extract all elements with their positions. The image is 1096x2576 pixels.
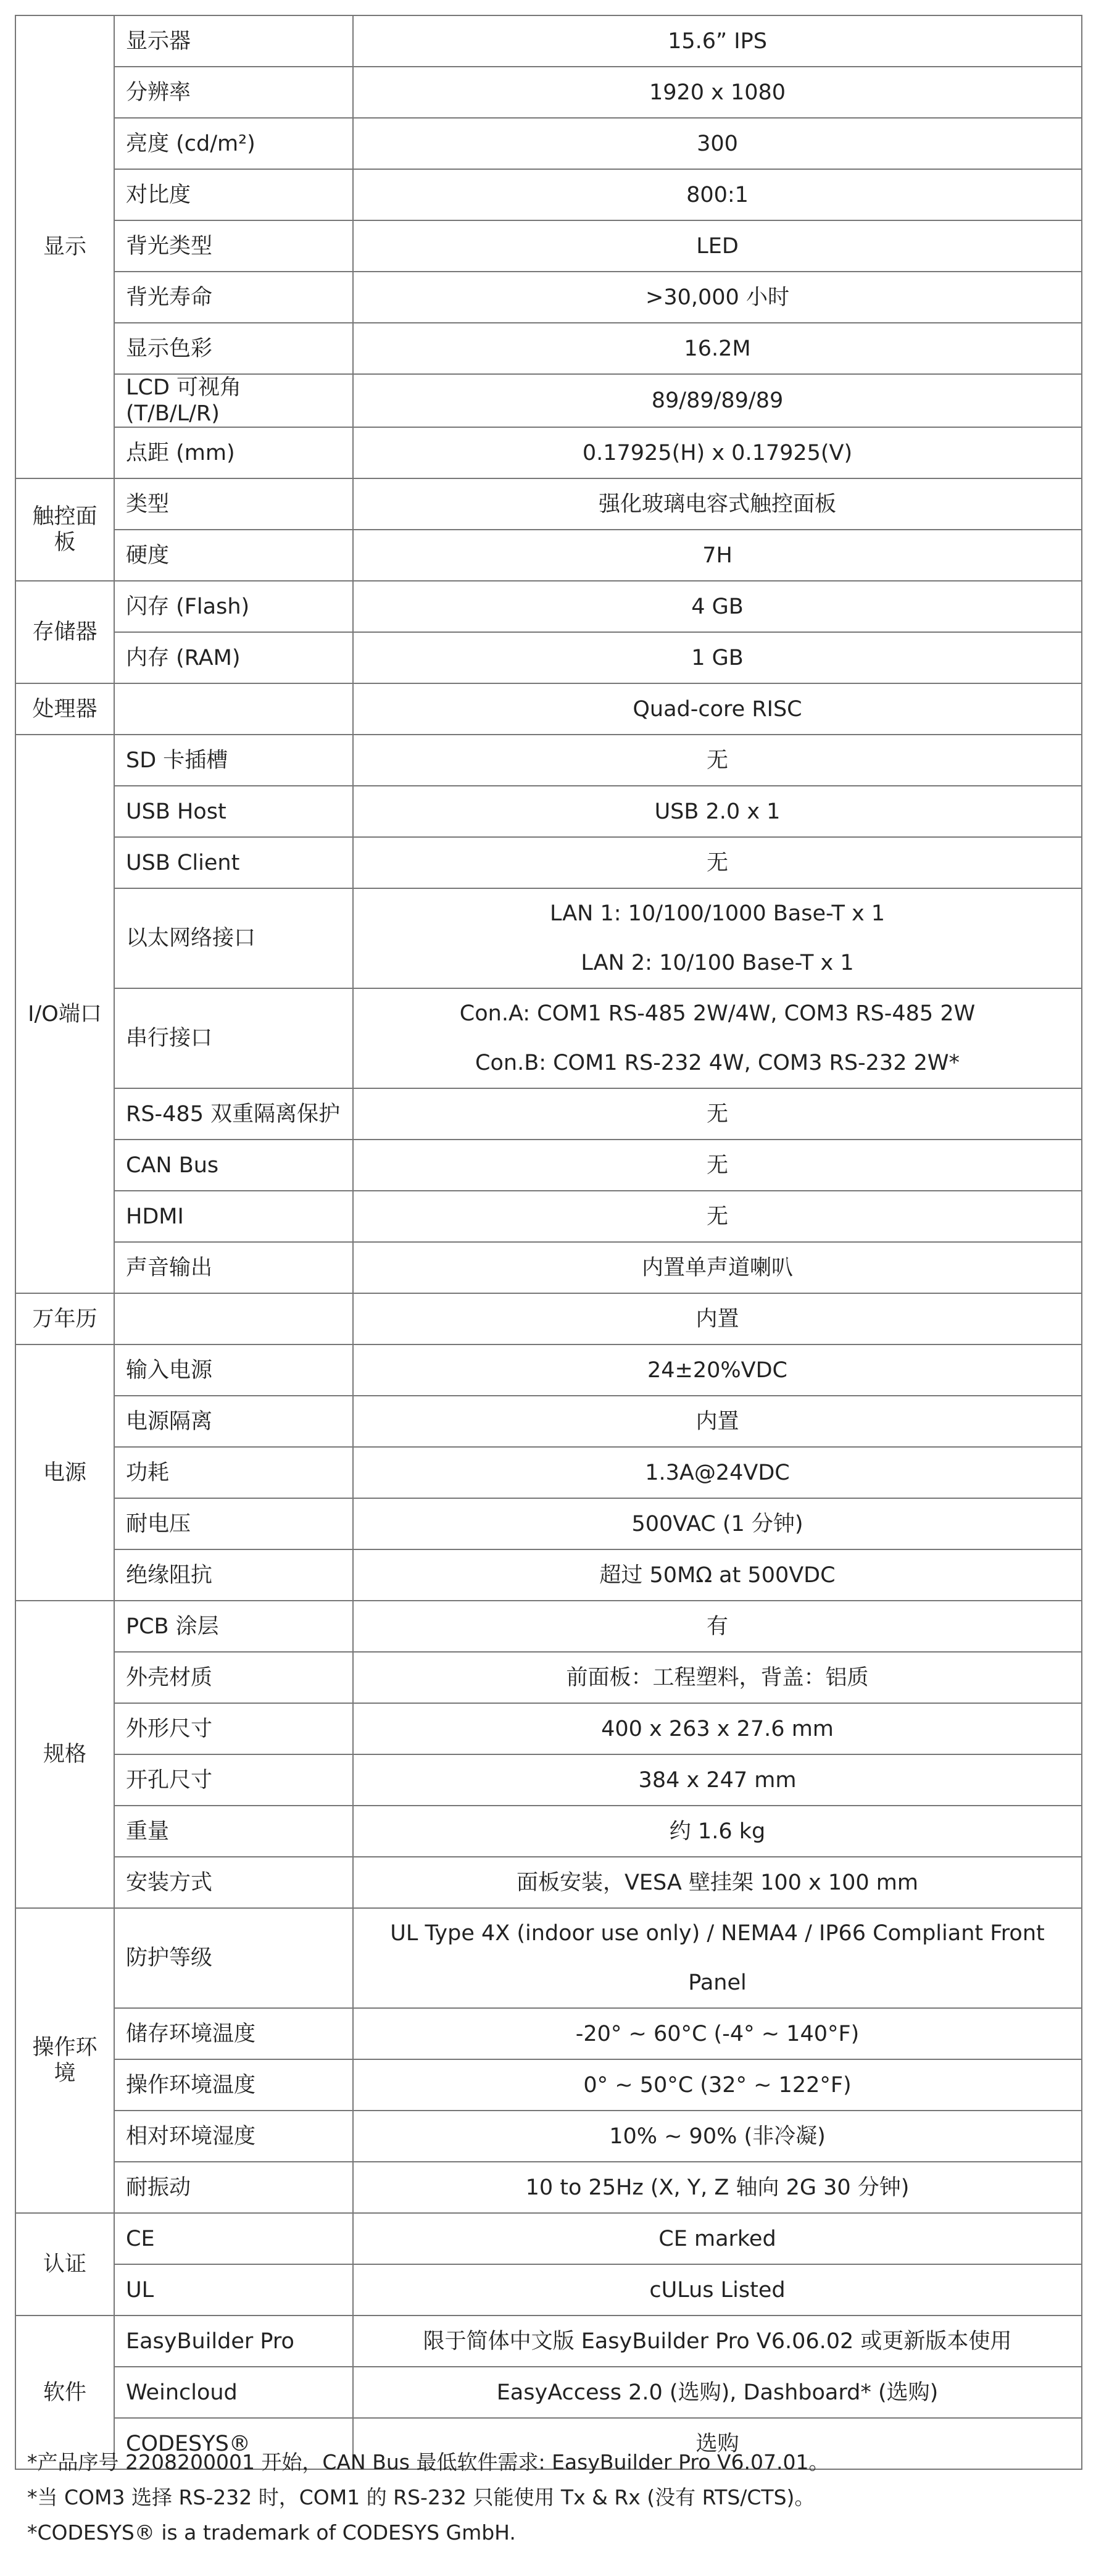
spec-value [353, 2315, 1082, 2367]
table-row [15, 272, 1082, 323]
spec-label [114, 683, 353, 735]
spec-value [353, 2367, 1082, 2418]
table-row [15, 1293, 1082, 1344]
table-row [15, 15, 1082, 67]
table-row [15, 169, 1082, 220]
category-cell: 万年历 [15, 1293, 114, 1344]
category-cell: 显示 [15, 15, 114, 478]
spec-value-line: 限于简体中文版 EasyBuilder Pro V6.06.02 或更新版本使用 [423, 2328, 1012, 2354]
table-row [15, 1857, 1082, 1908]
spec-value [353, 1191, 1082, 1242]
spec-value-line: 选购 [695, 2431, 739, 2456]
spec-value [353, 1549, 1082, 1601]
spec-label: CAN Bus [114, 1140, 353, 1191]
spec-label: 背光类型 [114, 220, 353, 272]
spec-label: PCB 涂层 [114, 1601, 353, 1652]
table-row [15, 1447, 1082, 1498]
spec-value [353, 1447, 1082, 1498]
spec-value [353, 67, 1082, 118]
spec-value [353, 1396, 1082, 1447]
table-row [15, 837, 1082, 888]
spec-value [353, 1140, 1082, 1191]
spec-value [353, 1293, 1082, 1344]
spec-value [353, 581, 1082, 632]
spec-label: 硬度 [114, 530, 353, 581]
spec-value-line: LAN 1: 10/100/1000 Base-T x 1 [549, 901, 886, 926]
spec-value-line: 15.6” IPS [668, 28, 767, 54]
table-row [15, 581, 1082, 632]
spec-label: LCD 可视角 (T/B/L/R) [114, 374, 353, 427]
spec-label: RS-485 双重隔离保护 [114, 1088, 353, 1140]
spec-value-line: 0° ~ 50°C (32° ~ 122°F) [583, 2072, 852, 2098]
spec-table-body [15, 15, 1082, 2469]
spec-value [353, 1908, 1082, 2008]
table-row [15, 1344, 1082, 1396]
spec-value-line: 无 [706, 1153, 728, 1178]
table-row [15, 323, 1082, 374]
spec-label: 分辨率 [114, 67, 353, 118]
spec-value [353, 1754, 1082, 1806]
spec-value-line: EasyAccess 2.0 (选购), Dashboard* (选购) [496, 2380, 939, 2405]
spec-value-line: >30,000 小时 [646, 285, 789, 310]
table-row [15, 1703, 1082, 1754]
spec-value [353, 1601, 1082, 1652]
spec-value [353, 1498, 1082, 1549]
spec-label: 相对环境湿度 [114, 2111, 353, 2162]
spec-value-line: 约 1.6 kg [669, 1819, 766, 1844]
spec-label: 防护等级 [114, 1908, 353, 2008]
spec-label: 耐电压 [114, 1498, 353, 1549]
spec-value-line: 400 x 263 x 27.6 mm [601, 1716, 834, 1741]
spec-label: EasyBuilder Pro [114, 2315, 353, 2367]
spec-value [353, 1242, 1082, 1293]
spec-label: 类型 [114, 478, 353, 530]
category-cell: 认证 [15, 2213, 114, 2315]
table-row [15, 683, 1082, 735]
table-row [15, 2315, 1082, 2367]
spec-value [353, 988, 1082, 1088]
spec-label: CODESYS® [114, 2418, 353, 2469]
spec-label: 外形尺寸 [114, 1703, 353, 1754]
table-row [15, 1806, 1082, 1857]
spec-value [353, 220, 1082, 272]
spec-value [353, 118, 1082, 169]
table-row [15, 2008, 1082, 2059]
spec-value [353, 2162, 1082, 2213]
table-row [15, 1498, 1082, 1549]
category-cell: 电源 [15, 1344, 114, 1601]
spec-label: 闪存 (Flash) [114, 581, 353, 632]
spec-value-line: 内置单声道喇叭 [641, 1255, 793, 1280]
category-cell: 存储器 [15, 581, 114, 683]
spec-value [353, 735, 1082, 786]
spec-label: UL [114, 2264, 353, 2315]
table-row [15, 1908, 1082, 2008]
spec-value-line: 无 [706, 748, 728, 773]
spec-value-line: 面板安装，VESA 壁挂架 100 x 100 mm [516, 1870, 918, 1895]
table-row [15, 1140, 1082, 1191]
table-row [15, 1754, 1082, 1806]
spec-value [353, 2213, 1082, 2264]
spec-value [353, 374, 1082, 427]
spec-label: 外壳材质 [114, 1652, 353, 1703]
spec-label: 耐振动 [114, 2162, 353, 2213]
spec-value-line: Con.A: COM1 RS-485 2W/4W, COM3 RS-485 2W [459, 1001, 976, 1026]
table-row [15, 2111, 1082, 2162]
spec-label: 功耗 [114, 1447, 353, 1498]
spec-value [353, 786, 1082, 837]
spec-label: Weincloud [114, 2367, 353, 2418]
spec-value-line: 384 x 247 mm [638, 1767, 797, 1793]
spec-label: 背光寿命 [114, 272, 353, 323]
spec-value-line: Con.B: COM1 RS-232 4W, COM3 RS-232 2W* [475, 1051, 960, 1075]
spec-value-line: 4 GB [691, 594, 744, 619]
spec-value-line: 89/89/89/89 [651, 388, 784, 413]
table-row [15, 1242, 1082, 1293]
spec-value [353, 15, 1082, 67]
table-row [15, 2059, 1082, 2111]
table-row [15, 427, 1082, 478]
spec-label: 显示色彩 [114, 323, 353, 374]
table-row [15, 1549, 1082, 1601]
spec-value-line: LAN 2: 10/100 Base-T x 1 [581, 951, 854, 975]
spec-value [353, 1703, 1082, 1754]
spec-value [353, 1857, 1082, 1908]
spec-value-line: 超过 50MΩ at 500VDC [599, 1562, 836, 1588]
spec-value [353, 323, 1082, 374]
spec-label: 显示器 [114, 15, 353, 67]
spec-value-line: 有 [706, 1614, 728, 1639]
spec-value-line: 0.17925(H) x 0.17925(V) [582, 440, 853, 465]
spec-value [353, 427, 1082, 478]
spec-value-line: 无 [706, 850, 728, 875]
spec-value [353, 888, 1082, 988]
spec-value-line: 800:1 [686, 182, 749, 207]
spec-value [353, 169, 1082, 220]
spec-value-line: 内置 [695, 1306, 739, 1332]
spec-value [353, 2059, 1082, 2111]
spec-label: 绝缘阻抗 [114, 1549, 353, 1601]
category-cell: 触控面板 [15, 478, 114, 581]
spec-label: 操作环境温度 [114, 2059, 353, 2111]
spec-value-line: 强化玻璃电容式触控面板 [598, 491, 836, 517]
footnote: *产品序号 2208200001 开始，CAN Bus 最低软件需求: EasyBuilder Pro V6.07.01。 [27, 2450, 829, 2474]
spec-value-line: 300 [697, 131, 738, 156]
spec-value-line: 前面板：工程塑料，背盖：铝质 [566, 1665, 869, 1690]
spec-value-line: 24±20%VDC [647, 1357, 787, 1383]
category-cell: 软件 [15, 2315, 114, 2469]
spec-label: 安装方式 [114, 1857, 353, 1908]
spec-value-line: 内置 [695, 1409, 739, 1434]
spec-value [353, 272, 1082, 323]
table-row [15, 1652, 1082, 1703]
spec-label: 点距 (mm) [114, 427, 353, 478]
spec-label: HDMI [114, 1191, 353, 1242]
spec-value-line: 500VAC (1 分钟) [631, 1511, 803, 1536]
spec-value-line: USB 2.0 x 1 [654, 799, 781, 824]
category-cell: 规格 [15, 1601, 114, 1908]
spec-label: 输入电源 [114, 1344, 353, 1396]
spec-label: USB Host [114, 786, 353, 837]
table-row [15, 888, 1082, 988]
spec-label: SD 卡插槽 [114, 735, 353, 786]
table-row [15, 67, 1082, 118]
spec-value-line: 1920 x 1080 [649, 80, 786, 105]
category-cell: I/O端口 [15, 735, 114, 1293]
table-row [15, 530, 1082, 581]
table-row [15, 632, 1082, 683]
table-row [15, 2213, 1082, 2264]
table-row [15, 1396, 1082, 1447]
footnote: *CODESYS® is a trademark of CODESYS GmbH. [27, 2520, 516, 2545]
table-row [15, 1088, 1082, 1140]
spec-label: 重量 [114, 1806, 353, 1857]
spec-label: 开孔尺寸 [114, 1754, 353, 1806]
spec-value [353, 478, 1082, 530]
spec-value [353, 2111, 1082, 2162]
table-row [15, 2367, 1082, 2418]
spec-value [353, 683, 1082, 735]
spec-value-line: CE marked [658, 2226, 776, 2251]
spec-value [353, 2264, 1082, 2315]
spec-label [114, 1293, 353, 1344]
spec-value [353, 530, 1082, 581]
spec-label: USB Client [114, 837, 353, 888]
spec-value-line: 无 [706, 1204, 728, 1229]
spec-value [353, 1088, 1082, 1140]
spec-value [353, 1806, 1082, 1857]
category-cell: 操作环境 [15, 1908, 114, 2213]
spec-label: 储存环境温度 [114, 2008, 353, 2059]
footnotes [27, 2445, 829, 2550]
category-cell: 处理器 [15, 683, 114, 735]
spec-label: 声音输出 [114, 1242, 353, 1293]
table-row [15, 478, 1082, 530]
spec-value-line: 1 GB [691, 645, 744, 670]
spec-value-line: 7H [702, 543, 733, 568]
spec-value-line: 1.3A@24VDC [645, 1460, 790, 1485]
spec-label: CE [114, 2213, 353, 2264]
table-row [15, 374, 1082, 427]
table-row [15, 735, 1082, 786]
spec-label: 串行接口 [114, 988, 353, 1088]
table-row [15, 118, 1082, 169]
spec-value [353, 2008, 1082, 2059]
spec-value-line: -20° ~ 60°C (-4° ~ 140°F) [575, 2021, 860, 2046]
footnote: *当 COM3 选择 RS-232 时，COM1 的 RS-232 只能使用 Tx & Rx (没有 RTS/CTS)。 [27, 2485, 815, 2509]
spec-value-line: 10 to 25Hz (X, Y, Z 轴向 2G 30 分钟) [525, 2175, 910, 2200]
spec-value-line: cULus Listed [649, 2277, 786, 2303]
spec-value-line: 16.2M [684, 336, 751, 361]
spec-value [353, 1652, 1082, 1703]
spec-label: 内存 (RAM) [114, 632, 353, 683]
table-row [15, 988, 1082, 1088]
spec-value [353, 1344, 1082, 1396]
spec-label: 对比度 [114, 169, 353, 220]
table-row [15, 1191, 1082, 1242]
spec-value [353, 632, 1082, 683]
table-row [15, 786, 1082, 837]
table-row [15, 220, 1082, 272]
table-row [15, 2162, 1082, 2213]
spec-label: 亮度 (cd/m²) [114, 118, 353, 169]
spec-label: 电源隔离 [114, 1396, 353, 1447]
spec-value-line: LED [696, 233, 739, 259]
spec-value-line: 无 [706, 1101, 728, 1127]
spec-value-line: 10% ~ 90% (非冷凝) [609, 2124, 826, 2149]
table-row [15, 2264, 1082, 2315]
spec-value [353, 837, 1082, 888]
spec-label: 以太网络接口 [114, 888, 353, 988]
spec-table [15, 15, 1082, 2470]
spec-value-line: UL Type 4X (indoor use only) / NEMA4 / IP66 Compliant Front Panel [390, 1921, 1045, 1995]
table-row [15, 1601, 1082, 1652]
spec-value-line: Quad-core RISC [633, 696, 802, 722]
